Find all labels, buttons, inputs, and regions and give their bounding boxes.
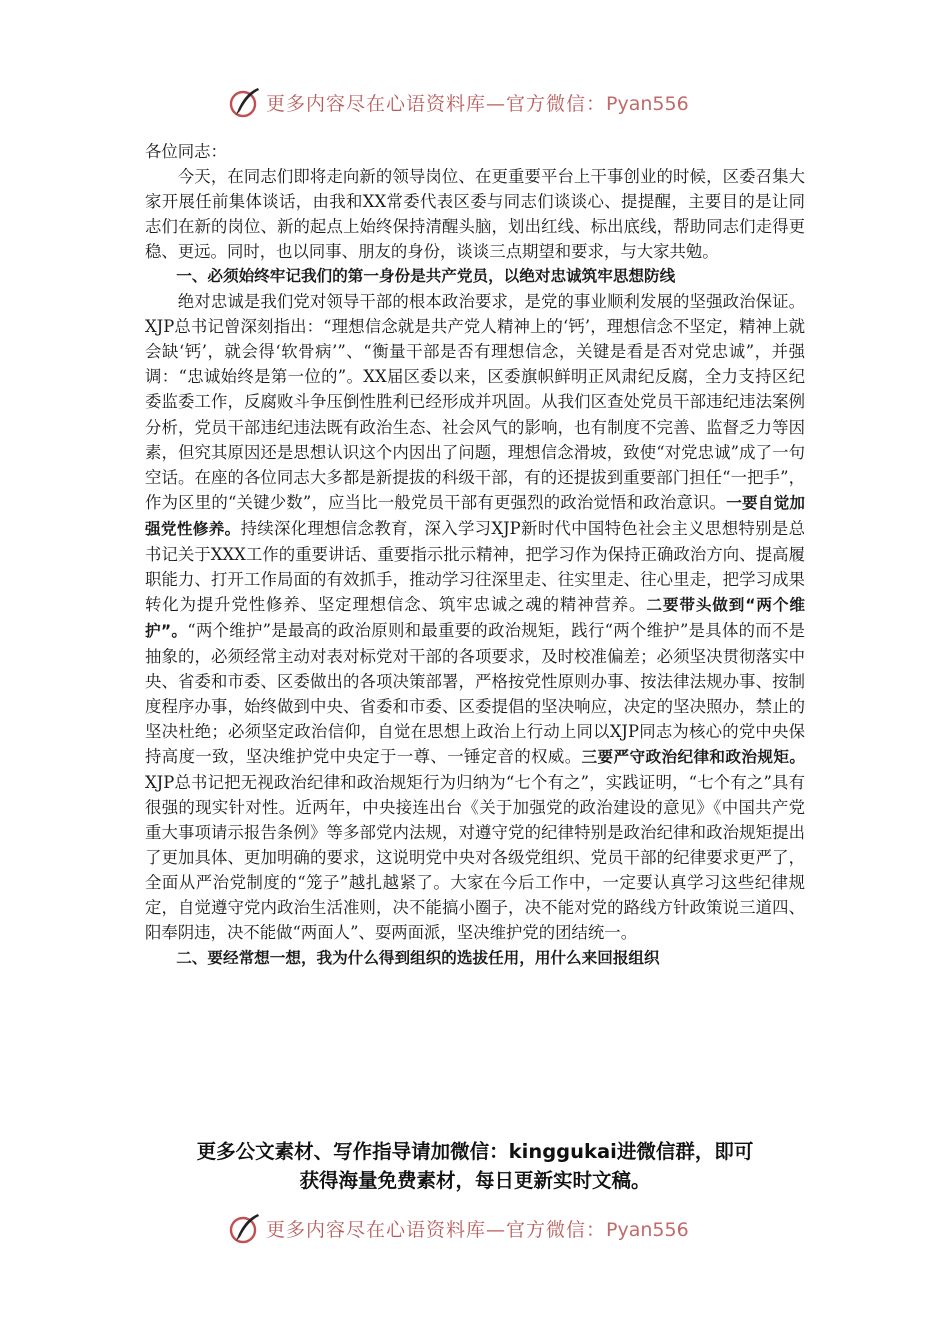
quill-pen-circle-logo-icon <box>228 1211 262 1245</box>
point-1-title: 一要自觉加强党性修养。 <box>145 493 805 538</box>
point-2-body: “两个维护”是最高的政治原则和最重要的政治规矩，践行“两个维护”是具体的而不是抽象的，必须经常主动对表对标党对干部的各项要求，及时校准偏差；必须坚决贯彻落实中央、省委和市委、区委做出的各项决策部署，严格按党性原则办事、按法律法规办事、按制度程序办事，始终做到中央、省委和市委、区委提倡的坚决响应，决定的坚决照办，禁止的坚决杜绝；必须坚定政治信仰，自觉在思想上政治上行动上同以XJP同志为核心的党中央保持高度一致，坚决维护党中央定于一尊、一锤定音的权威。 <box>145 620 806 767</box>
salutation: 各位同志： <box>145 142 227 161</box>
promo-line-2: 获得海量免费素材，每日更新实时文稿。 <box>299 1169 651 1192</box>
promo-line-1: 更多公文素材、写作指导请加微信：kinggukai进微信群，即可 <box>196 1140 754 1163</box>
footer-watermark-banner <box>0 1208 950 1248</box>
section-1-intro-text: 绝对忠诚是我们党对领导干部的根本政治要求，是党的事业顺利发展的坚强政治保证。XJP总书记曾深刻指出：“理想信念就是共产党人精神上的‘钙’，理想信念不坚定，精神上就会缺‘钙’，就会得‘软骨病’”、“衡量干部是否有理想信念，关键是看是否对党忠诚”，并强调：“忠诚始终是第一位的”。XX届区委以来，区委旗帜鲜明正风肃纪反腐，全力支持区纪委监委工作，反腐败斗争压倒性胜利已经形成并巩固。从我们区查处党员干部违纪违法案例分析，党员干部违纪违法既有政治生态、社会风气的影响，也有制度不完善、监督乏力等因素，但究其原因还是思想认识这个内因出了问题，理想信念滑坡，致使“对党忠诚”成了一句空话。在座的各位同志大多都是新提拔的科级干部，有的还提拔到重要部门担任“一把手”，作为区里的“关键少数”，应当比一般党员干部有更强烈的政治觉悟和政治意识。 <box>145 292 805 512</box>
wechat-handle: Pyan556 <box>606 1218 689 1241</box>
promo-notice <box>120 1137 830 1195</box>
point-1-body: 持续深化理想信念教育，深入学习XJP新时代中国特色社会主义思想特别是总书记关于XXX工作的重要讲话、重要指示批示精神，把学习作为保持正确政治方向、提高履职能力、打开工作局面的有效抓手，推动学习往深里走、往实里走、往心里走，把学习成果转化为提升党性修养、坚定理想信念、筑牢忠诚之魂的精神营养。 <box>145 518 805 614</box>
point-3-title: 三要严守政治纪律和政治规矩。 <box>581 748 805 767</box>
header-watermark-banner <box>0 82 950 122</box>
speech-document <box>145 139 805 971</box>
section-1-body <box>145 289 805 945</box>
banner-text: 更多内容尽在心语资料库—官方微信：Pyan556 <box>266 1218 689 1241</box>
quill-pen-circle-logo-icon <box>228 85 262 119</box>
banner-text: 更多内容尽在心语资料库—官方微信：Pyan556 <box>266 92 689 115</box>
section-heading-2: 二、要经常想一想，我为什么得到组织的选拔任用，用什么来回报组织 <box>176 948 660 967</box>
point-3-body: XJP总书记把无视政治纪律和政治规矩行为归纳为“七个有之”，实践证明，“七个有之”具有很强的现实针对性。近两年，中央接连出台《关于加强党的政治建设的意见》《中国共产党重大事项请示报告条例》等多部党内法规，对遵守党的纪律特别是政治纪律和政治规矩提出了更加具体、更加明确的要求，这说明党中央对各级党组织、党员干部的纪律要求更严了，全面从严治党制度的“笼子”越扎越紧了。大家在今后工作中，一定要认真学习这些纪律规定，自觉遵守党内政治生活准则，决不能搞小圈子，决不能对党的路线方针政策说三道四、阳奉阴违，决不能做“两面人”、耍两面派，坚决维护党的团结统一。 <box>145 773 805 943</box>
point-2-title: 二要带头做到“两个维护”。 <box>145 595 806 640</box>
wechat-handle: Pyan556 <box>606 92 689 115</box>
intro-paragraph: 今天，在同志们即将走向新的领导岗位、在更重要平台上干事创业的时候，区委召集大家开展任前集体谈话，由我和XX常委代表区委与同志们谈谈心、提提醒，主要目的是让同志们在新的岗位、新的起点上始终保持清醒头脑，划出红线、标出底线，帮助同志们走得更稳、更远。同时，也以同事、朋友的身份，谈谈三点期望和要求，与大家共勉。 <box>145 167 805 262</box>
section-heading-1: 一、必须始终牢记我们的第一身份是共产党员，以绝对忠诚筑牢思想防线 <box>176 267 676 286</box>
